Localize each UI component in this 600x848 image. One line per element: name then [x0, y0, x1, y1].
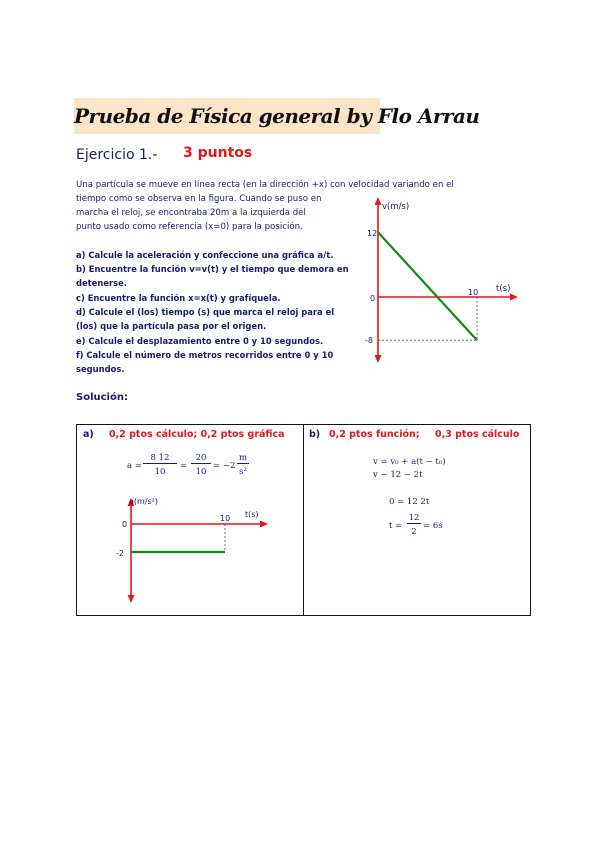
question-d: d) Calcule el (los) tiempo (s) que marca el reloj para el	[76, 307, 335, 317]
box-a-header: 0,2 ptos cálculo; 0,2 ptos gráfica	[109, 429, 285, 440]
statement-line-4: punto usado como referencia (x=0) para la posición.	[76, 222, 303, 232]
question-b-cont: detenerse.	[76, 278, 127, 288]
at-ytick-0: 0	[122, 520, 128, 529]
statement-line-1: Una partícula se mueve en línea recta (en la dirección +x) con velocidad variando en el	[76, 180, 454, 190]
vt-velocity-line	[378, 232, 477, 340]
eq-unit-den: s²	[239, 467, 247, 477]
question-e: e) Calcule el desplazamiento entre 0 y 10 segundos.	[76, 336, 324, 346]
at-xtick-10: 10	[220, 514, 231, 523]
eq-frac1-den: 10	[154, 467, 166, 477]
question-f: f) Calcule el número de metros recorridos entre 0 y 10	[76, 350, 334, 360]
statement-line-2: tiempo como se observa en la figura. Cuando se puso en	[76, 194, 322, 204]
eq-b-line3: 0 = 12 2t	[389, 497, 430, 507]
box-b-letter: b)	[309, 429, 321, 440]
eq-b-line1: v = v₀ + a(t − t₀)	[373, 457, 446, 467]
eq-frac2-den: 10	[195, 467, 207, 477]
vt-xlabel: t(s)	[496, 284, 511, 294]
vt-x-arrow	[510, 294, 518, 301]
eq-unit-num: m	[238, 453, 248, 463]
question-b: b) Encuentre la función v=v(t) y el tiempo que demora en	[76, 264, 349, 274]
vt-y-arrow	[375, 197, 382, 205]
eq-b-line4-lhs: t =	[389, 521, 403, 531]
eq-frac1-num: 8 12	[143, 453, 177, 464]
solution-label: Solución:	[76, 392, 128, 403]
eq-b-line4-rhs: = 6s	[423, 521, 443, 531]
exercise-label: Ejercicio 1.-	[76, 147, 158, 163]
box-b-header-calc: 0,3 ptos cálculo	[435, 429, 520, 440]
statement-line-3: marcha el reloj, se encontraba 20m a la izquierda del	[76, 208, 306, 218]
velocity-time-chart	[360, 195, 530, 365]
at-ylabel: a(m/s²)	[129, 497, 159, 506]
vt-ytick-0: 0	[370, 294, 376, 303]
box-a-letter: a)	[83, 429, 94, 440]
question-c: c) Encuentre la función x=x(t) y grafíquela.	[76, 293, 281, 303]
eq-equals-1: =	[180, 461, 188, 471]
eq-b-line4-den: 2	[411, 527, 417, 537]
eq-frac2-num: 20	[191, 453, 211, 464]
vt-y-arrow-down	[375, 355, 382, 363]
vt-ytick-12: 12	[367, 229, 378, 238]
exercise-points: 3 puntos	[183, 145, 253, 161]
question-d-cont: (los) que la partícula pasa por el origen.	[76, 321, 267, 331]
vt-ylabel: v(m/s)	[382, 202, 410, 212]
solution-box	[76, 424, 531, 616]
at-y-arrow-down	[128, 595, 135, 603]
eq-b-line2: v − 12 − 2t	[373, 470, 423, 480]
box-b-header-function: 0,2 ptos función;	[329, 429, 420, 440]
eq-result: = −2	[213, 461, 236, 471]
question-a: a) Calcule la aceleración y confeccione una gráfica a/t.	[76, 250, 334, 260]
question-f-cont: segundos.	[76, 364, 125, 374]
at-xlabel: t(s)	[245, 510, 259, 519]
acceleration-time-chart	[105, 495, 285, 607]
eq-b-line4-num: 12	[408, 513, 420, 523]
vt-xtick-10: 10	[468, 288, 479, 297]
at-ytick-neg2: -2	[116, 549, 124, 558]
page-title: Prueba de Física general by Flo Arrau	[74, 104, 480, 128]
vt-ytick-neg8: -8	[365, 336, 373, 345]
at-x-arrow	[260, 521, 268, 528]
eq-a-lhs: a =	[127, 461, 142, 471]
box-divider	[303, 425, 304, 615]
